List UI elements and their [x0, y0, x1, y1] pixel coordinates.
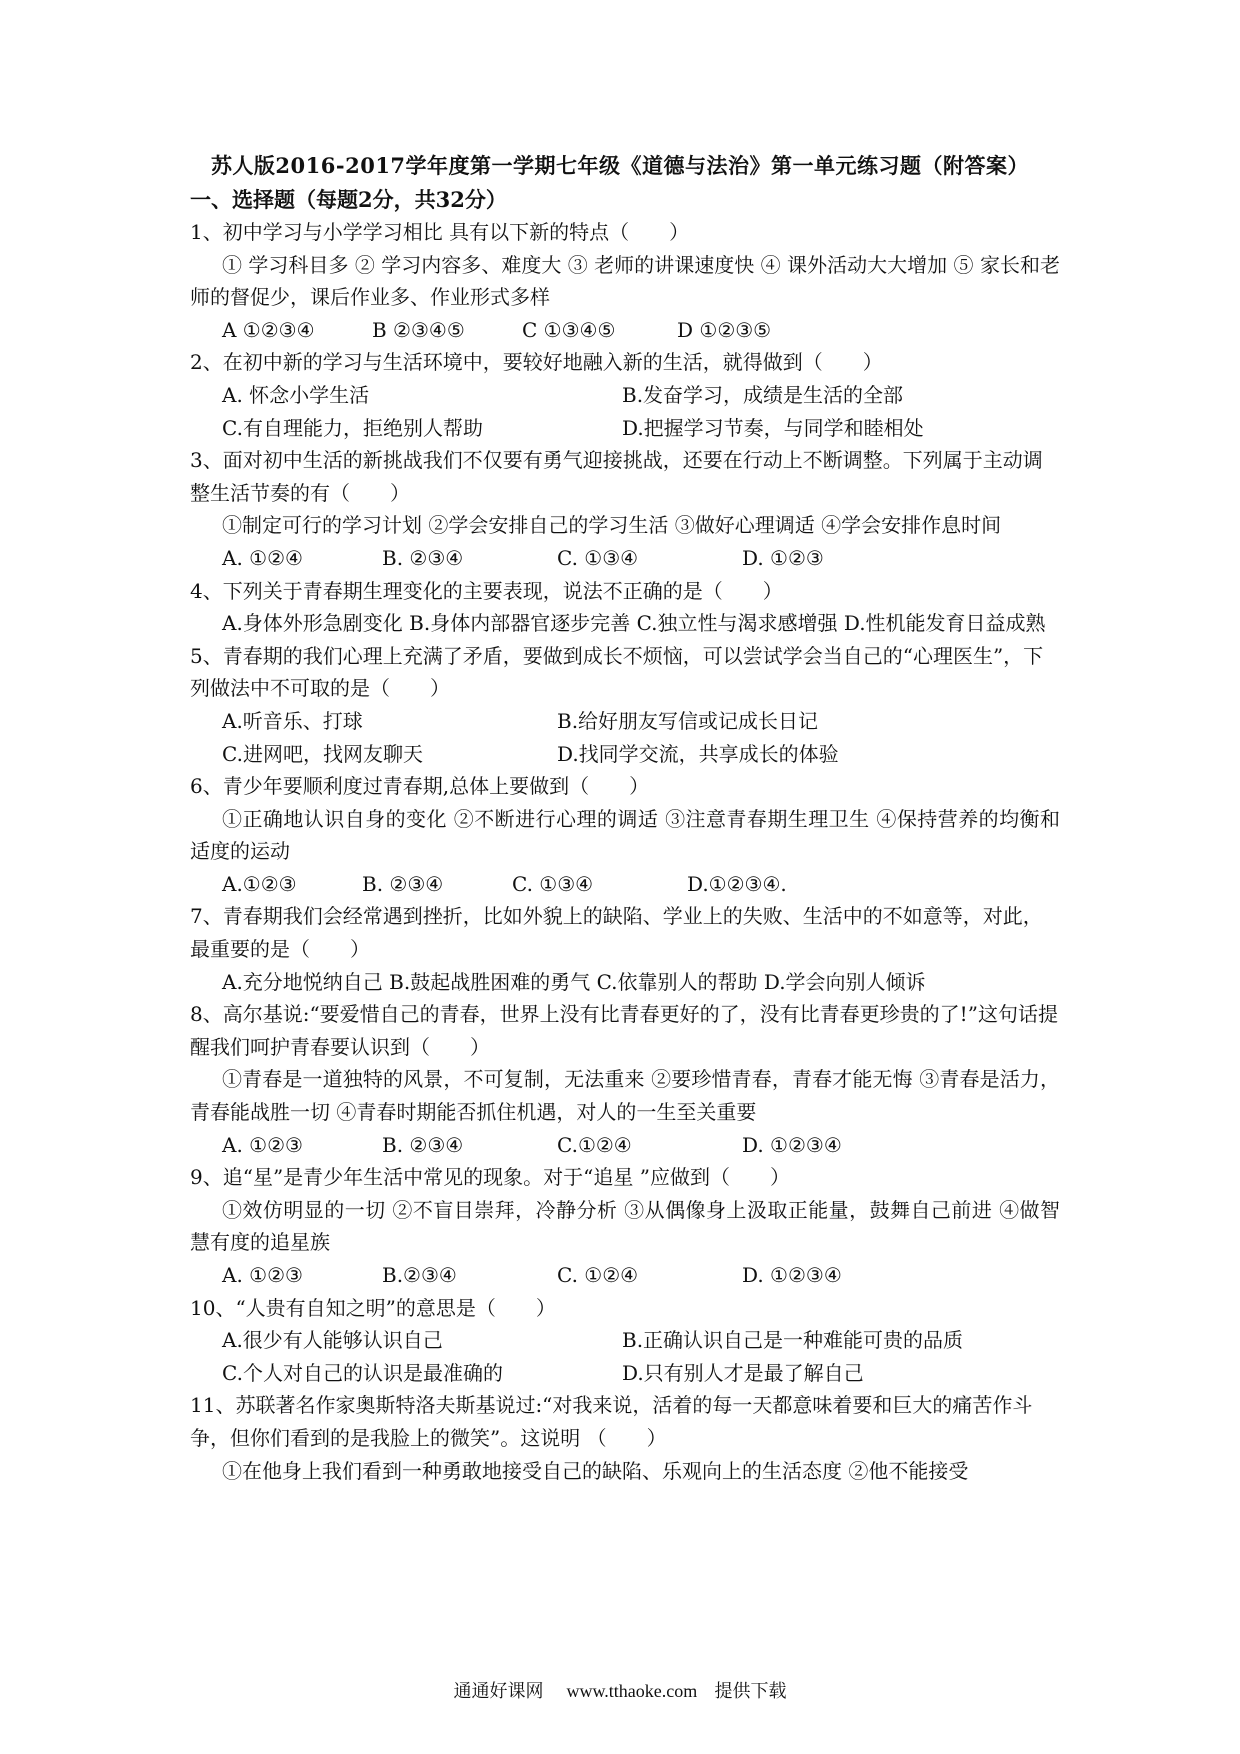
- option-a: A.听音乐、打球: [222, 708, 363, 733]
- option-a: A.很少有人能够认识自己: [222, 1328, 443, 1353]
- question-5-options-row-1: [190, 705, 1060, 738]
- option-a: A ①②③④: [222, 317, 315, 342]
- footer-site-name: 通通好课网: [453, 1681, 544, 1702]
- option-c: C.有自理能力，拒绝别人帮助: [222, 415, 483, 440]
- question-9-options: [190, 1259, 1060, 1292]
- question-6-options: [190, 868, 1060, 901]
- option-a: A.①②③: [222, 871, 297, 896]
- question-5-stem: 5、青春期的我们心理上充满了矛盾，要做到成长不烦恼，可以尝试学会当自己的“心理医生”，下列做法中不可取的是（ ）: [190, 643, 1044, 701]
- option-a: A. ①②③: [222, 1132, 303, 1157]
- question-8-items: ①青春是一道独特的风景，不可复制，无法重来 ②要珍惜青春，青春才能无悔 ③青春是活力，青春能战胜一切 ④青春时期能否抓住机遇，对人的一生至关重要: [190, 1067, 1060, 1125]
- option-c: C. ①②④: [557, 1263, 639, 1287]
- question-10-options-row-1: [190, 1324, 1060, 1357]
- option-d: D. ①②③④: [742, 1263, 842, 1287]
- option-a: A. ①②③: [222, 1263, 303, 1287]
- question-4-stem: 4、下列关于青春期生理变化的主要表现，说法不正确的是（ ）: [190, 578, 783, 603]
- question-1-stem: 1、初中学习与小学学习相比 具有以下新的特点（ ）: [190, 220, 690, 244]
- option-c: C.个人对自己的认识是最准确的: [222, 1360, 503, 1385]
- question-7-options: A.充分地悦纳自己 B.鼓起战胜困难的勇气 C.依靠别人的帮助 D.学会向别人倾诉: [222, 969, 926, 994]
- question-6-items: ①正确地认识自身的变化 ②不断进行心理的调适 ③注意青春期生理卫生 ④保持营养的均衡和适度的运动: [190, 806, 1060, 864]
- question-11-items: ①在他身上我们看到一种勇敢地接受自己的缺陷、乐观向上的生活态度 ②他不能接受: [222, 1458, 969, 1483]
- page-footer: [0, 1677, 1240, 1703]
- question-7-stem: 7、青春期我们会经常遇到挫折，比如外貌上的缺陷、学业上的失败、生活中的不如意等，对此，最重要的是（ ）: [190, 904, 1043, 962]
- question-10-stem: 10、“人贵有自知之明”的意思是（ ）: [190, 1295, 556, 1320]
- option-d: D.把握学习节奏，与同学和睦相处: [622, 415, 924, 440]
- question-3-items: ①制定可行的学习计划 ②学会安排自己的学习生活 ③做好心理调适 ④学会安排作息时间: [222, 513, 1002, 538]
- question-11-stem: 11、苏联著名作家奥斯特洛夫斯基说过:“对我来说，活着的每一天都意味着要和巨大的痛苦作斗争，但你们看到的是我脸上的微笑”。这说明 （ ）: [190, 1393, 1033, 1450]
- question-8-stem: 8、高尔基说:“要爱惜自己的青春，世界上没有比青春更好的了，没有比青春更珍贵的了!”这句话提醒我们呵护青春要认识到（ ）: [190, 1002, 1058, 1059]
- option-d: D. ①②③④: [742, 1132, 842, 1157]
- question-8-options: [190, 1129, 1060, 1162]
- option-b: B. ②③④: [382, 545, 464, 570]
- question-9-items: ①效仿明显的一切 ②不盲目崇拜，冷静分析 ③从偶像身上汲取正能量，鼓舞自己前进 ④做智慧有度的追星族: [190, 1197, 1060, 1255]
- option-c: C. ①③④: [557, 545, 639, 570]
- question-9-stem: 9、追“星”是青少年生活中常见的现象。对于“追星 ”应做到（ ）: [190, 1165, 790, 1190]
- option-a: A. ①②④: [222, 545, 303, 570]
- question-2-options-row-1: [190, 379, 1060, 412]
- option-d: D. ①②③: [742, 545, 824, 570]
- section-heading: 一、选择题（每题2分，共32分）: [190, 187, 507, 212]
- question-5-options-row-2: [190, 738, 1060, 771]
- question-6-stem: 6、青少年要顺利度过青春期,总体上要做到（ ）: [190, 774, 650, 799]
- option-c: C.进网吧，找网友聊天: [222, 741, 423, 766]
- question-4-options: A.身体外形急剧变化 B.身体内部器官逐步完善 C.独立性与渴求感增强 D.性机能发育日益成熟: [222, 611, 1046, 636]
- option-c: C ①③④⑤: [522, 317, 616, 342]
- option-b: B. ②③④: [382, 1132, 464, 1157]
- question-3-stem: 3、面对初中生活的新挑战我们不仅要有勇气迎接挑战，还要在行动上不断调整。下列属于主动调整生活节奏的有（ ）: [190, 448, 1043, 505]
- question-2-stem: 2、在初中新的学习与生活环境中，要较好地融入新的生活，就得做到（ ）: [190, 350, 883, 375]
- option-a: A. 怀念小学生活: [222, 382, 370, 407]
- question-2-options-row-2: [190, 412, 1060, 445]
- option-b: B.给好朋友写信或记成长日记: [557, 708, 819, 733]
- footer-note: 提供下载: [714, 1681, 787, 1702]
- option-d: D ①②③⑤: [677, 317, 772, 342]
- option-c: C. ①③④: [512, 871, 594, 896]
- question-10-options-row-2: [190, 1357, 1060, 1390]
- footer-url: www.tthaoke.com: [566, 1681, 698, 1701]
- option-d: D.只有别人才是最了解自己: [622, 1360, 864, 1385]
- question-list: [190, 216, 1060, 1487]
- option-c: C.①②④: [557, 1132, 632, 1157]
- document-title: 苏人版2016-2017学年度第一学期七年级《道德与法治》第一单元练习题（附答案）: [210, 153, 1030, 178]
- option-b: B ②③④⑤: [372, 317, 465, 342]
- option-b: B.正确认识自己是一种难能可贵的品质: [622, 1328, 964, 1353]
- question-1-items: ① 学习科目多 ② 学习内容多、难度大 ③ 老师的讲课速度快 ④ 课外活动大大增加 ⑤ 家长和老师的督促少，课后作业多、作业形式多样: [190, 252, 1060, 310]
- question-1-options: [190, 314, 1060, 347]
- option-b: B.发奋学习，成绩是生活的全部: [622, 382, 904, 407]
- option-d: D.找同学交流，共享成长的体验: [557, 741, 839, 766]
- question-3-options: [190, 542, 1060, 575]
- option-d: D.①②③④.: [687, 871, 787, 896]
- option-b: B. ②③④: [362, 871, 444, 896]
- option-b: B.②③④: [382, 1263, 457, 1287]
